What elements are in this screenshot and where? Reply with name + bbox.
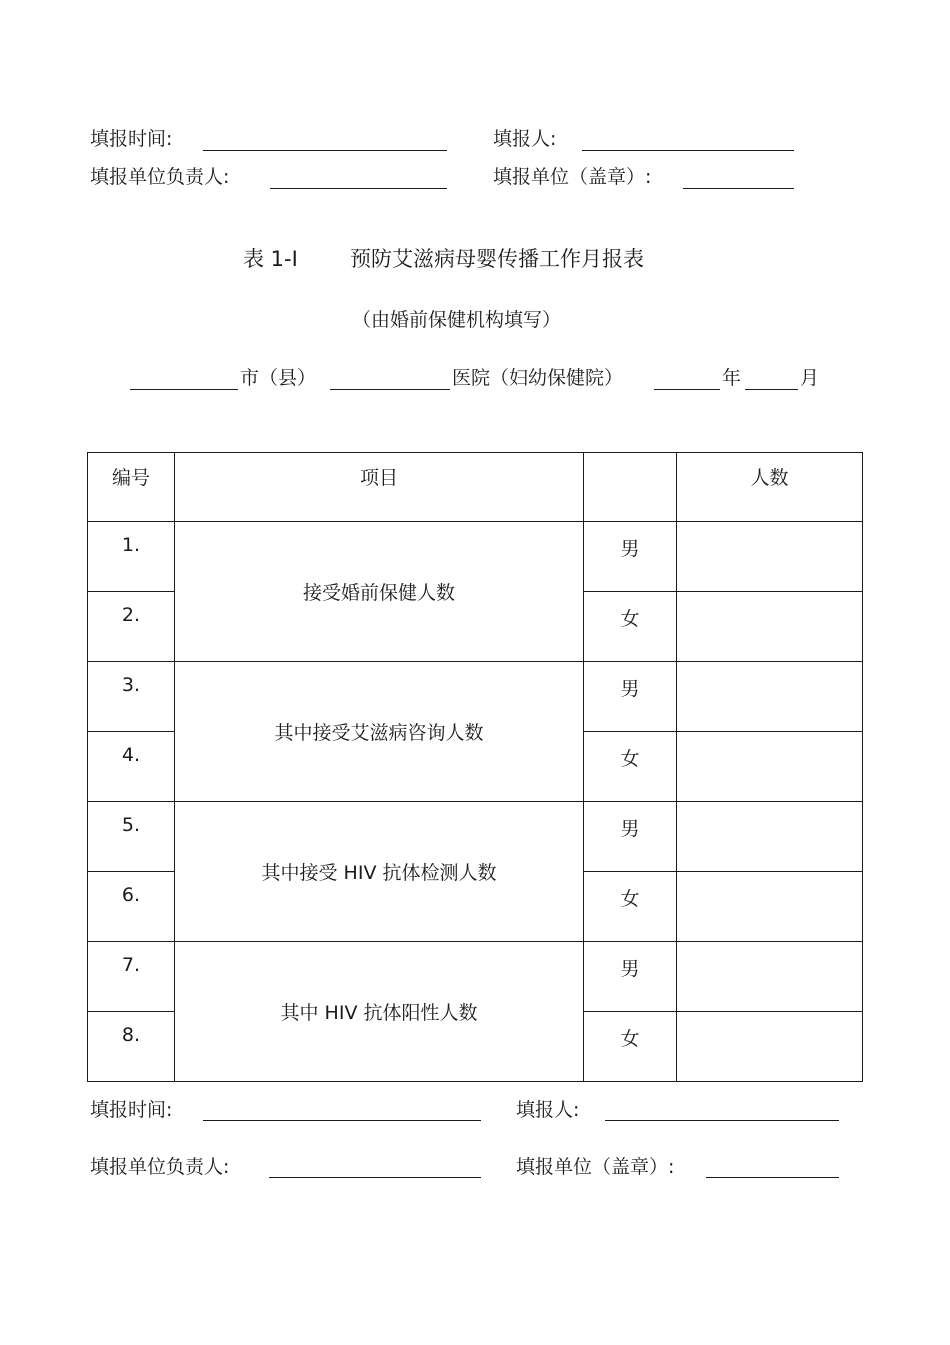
page-subtitle: （由婚前保健机构填写） bbox=[352, 309, 562, 331]
row-sex: 男 bbox=[584, 802, 677, 872]
row-sex: 男 bbox=[584, 942, 677, 1012]
row-count-cell[interactable] bbox=[677, 872, 863, 942]
bottom-unit-seal-field[interactable] bbox=[706, 1177, 839, 1178]
bottom-reporter-field[interactable] bbox=[605, 1120, 839, 1121]
city-label: 市（县） bbox=[240, 367, 317, 389]
row-count-cell[interactable] bbox=[677, 802, 863, 872]
table-number: 表 1-I bbox=[243, 247, 298, 271]
row-number: 1. bbox=[88, 522, 175, 592]
row-sex: 女 bbox=[584, 592, 677, 662]
header-number: 编号 bbox=[88, 453, 175, 522]
top-unit-seal-label: 填报单位（盖章）: bbox=[493, 166, 652, 188]
row-item: 其中接受艾滋病咨询人数 bbox=[175, 662, 584, 802]
row-sex: 女 bbox=[584, 732, 677, 802]
row-count-cell[interactable] bbox=[677, 732, 863, 802]
header-sex bbox=[584, 453, 677, 522]
bottom-unit-leader-field[interactable] bbox=[269, 1177, 481, 1178]
bottom-reporter-label: 填报人: bbox=[516, 1099, 580, 1121]
month-field[interactable] bbox=[745, 389, 798, 390]
row-item: 其中 HIV 抗体阳性人数 bbox=[175, 942, 584, 1082]
hospital-field[interactable] bbox=[330, 389, 450, 390]
bottom-fill-time-field[interactable] bbox=[203, 1120, 481, 1121]
table-row bbox=[88, 662, 863, 732]
row-count-cell[interactable] bbox=[677, 592, 863, 662]
row-count-cell[interactable] bbox=[677, 662, 863, 732]
row-number: 3. bbox=[88, 662, 175, 732]
table-row bbox=[88, 802, 863, 872]
top-reporter-field[interactable] bbox=[582, 150, 794, 151]
row-sex: 男 bbox=[584, 522, 677, 592]
year-label: 年 bbox=[722, 367, 742, 389]
table-row bbox=[88, 942, 863, 1012]
report-table bbox=[87, 452, 863, 1082]
top-reporter-label: 填报人: bbox=[493, 128, 557, 150]
hospital-label: 医院（妇幼保健院） bbox=[452, 367, 624, 389]
row-number: 4. bbox=[88, 732, 175, 802]
header-count: 人数 bbox=[677, 453, 863, 522]
page-title: 预防艾滋病母婴传播工作月报表 bbox=[350, 247, 644, 271]
row-sex: 女 bbox=[584, 872, 677, 942]
row-sex: 男 bbox=[584, 662, 677, 732]
year-field[interactable] bbox=[654, 389, 720, 390]
row-number: 2. bbox=[88, 592, 175, 662]
table-row bbox=[88, 522, 863, 592]
bottom-unit-leader-label: 填报单位负责人: bbox=[90, 1156, 230, 1178]
row-number: 6. bbox=[88, 872, 175, 942]
row-count-cell[interactable] bbox=[677, 1012, 863, 1082]
table-header-row bbox=[88, 453, 863, 522]
top-unit-leader-field[interactable] bbox=[270, 188, 447, 189]
top-fill-time-field[interactable] bbox=[203, 150, 447, 151]
city-field[interactable] bbox=[130, 389, 238, 390]
row-number: 5. bbox=[88, 802, 175, 872]
row-number: 8. bbox=[88, 1012, 175, 1082]
row-count-cell[interactable] bbox=[677, 942, 863, 1012]
top-fill-time-label: 填报时间: bbox=[90, 128, 173, 150]
bottom-unit-seal-label: 填报单位（盖章）: bbox=[516, 1156, 675, 1178]
top-unit-seal-field[interactable] bbox=[683, 188, 794, 189]
row-sex: 女 bbox=[584, 1012, 677, 1082]
header-item: 项目 bbox=[175, 453, 584, 522]
row-number: 7. bbox=[88, 942, 175, 1012]
row-count-cell[interactable] bbox=[677, 522, 863, 592]
month-label: 月 bbox=[800, 367, 820, 389]
top-unit-leader-label: 填报单位负责人: bbox=[90, 166, 230, 188]
bottom-fill-time-label: 填报时间: bbox=[90, 1099, 173, 1121]
row-item: 接受婚前保健人数 bbox=[175, 522, 584, 662]
row-item: 其中接受 HIV 抗体检测人数 bbox=[175, 802, 584, 942]
